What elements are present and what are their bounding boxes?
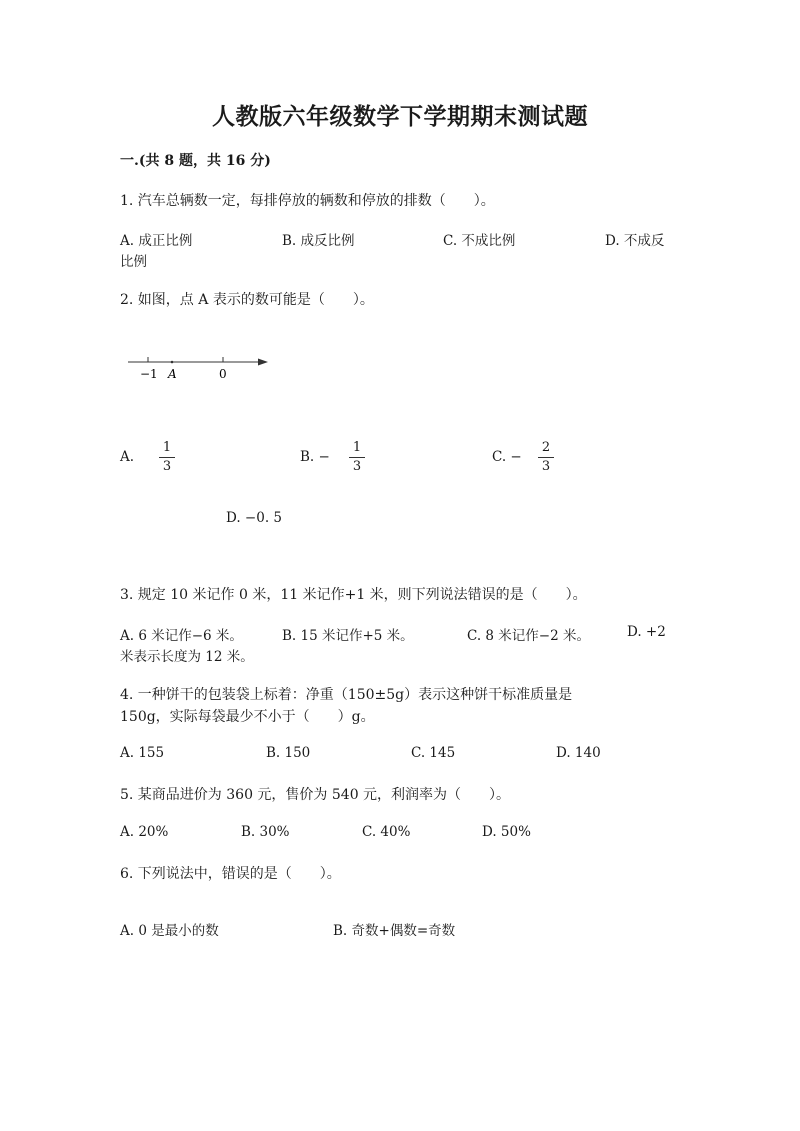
fraction-bar	[538, 457, 554, 458]
q6-option-b: B. 奇数+偶数=奇数	[333, 923, 456, 939]
q2-option-a: A.	[120, 449, 135, 465]
q1-option-d: D. 不成反	[605, 233, 665, 249]
q2-option-b-fraction	[349, 440, 365, 475]
q2-option-d: D. −0. 5	[226, 510, 282, 526]
fraction-numerator: 1	[162, 440, 172, 455]
q1-option-b: B. 成反比例	[282, 233, 355, 249]
q4-option-c: C. 145	[411, 745, 456, 761]
question-4-stem: 4. 一种饼干的包装袋上标着：净重（150±5g）表示这种饼干标准质量是	[120, 687, 573, 703]
point-a-label: A	[168, 367, 177, 381]
fraction-bar	[159, 457, 175, 458]
question-1-stem: 1. 汽车总辆数一定，每排停放的辆数和停放的排数（ ）。	[120, 193, 495, 209]
fraction-numerator: 2	[541, 440, 551, 455]
fraction-denominator: 3	[162, 459, 172, 474]
q4-option-b: B. 150	[266, 745, 311, 761]
question-4-stem-continued: 150g，实际每袋最少不小于（ ）g。	[120, 709, 375, 725]
q3-option-d-continued: 米表示长度为 12 米。	[120, 649, 254, 665]
fraction-denominator: 3	[541, 459, 551, 474]
tick-label-zero: 0	[219, 367, 227, 381]
q6-option-a: A. 0 是最小的数	[120, 923, 219, 939]
q3-option-b: B. 15 米记作+5 米。	[282, 628, 414, 644]
q4-option-a: A. 155	[120, 745, 165, 761]
fraction-denominator: 3	[352, 459, 362, 474]
q3-option-d: D. +2	[627, 624, 666, 640]
q2-option-c: C. −	[492, 449, 522, 465]
q2-option-a-fraction	[159, 440, 175, 475]
q5-option-b: B. 30%	[241, 824, 290, 840]
question-5-stem: 5. 某商品进价为 360 元，售价为 540 元，利润率为（ ）。	[120, 787, 511, 803]
question-6-stem: 6. 下列说法中，错误的是（ ）。	[120, 866, 341, 882]
q2-option-b: B. −	[300, 449, 330, 465]
q1-option-c: C. 不成比例	[443, 233, 516, 249]
q3-option-a: A. 6 米记作−6 米。	[120, 628, 243, 644]
page-title: 人教版六年级数学下学期期末测试题	[212, 104, 588, 130]
q1-option-a: A. 成正比例	[120, 233, 193, 249]
q5-option-d: D. 50%	[482, 824, 531, 840]
q4-option-d: D. 140	[556, 745, 601, 761]
fraction-numerator: 1	[352, 440, 362, 455]
q3-option-c: C. 8 米记作−2 米。	[467, 628, 591, 644]
fraction-bar	[349, 457, 365, 458]
number-line-figure	[124, 348, 274, 384]
q5-option-c: C. 40%	[362, 824, 411, 840]
q5-option-a: A. 20%	[120, 824, 169, 840]
question-3-stem: 3. 规定 10 米记作 0 米，11 米记作+1 米，则下列说法错误的是（ ）。	[120, 587, 587, 603]
q1-option-d-continued: 比例	[120, 254, 147, 270]
section-heading: 一.(共 8 题，共 16 分)	[120, 153, 271, 169]
point-a	[171, 361, 174, 364]
question-2-stem: 2. 如图，点 A 表示的数可能是（ ）。	[120, 292, 374, 308]
tick-label-minus-one: −1	[140, 367, 158, 381]
q2-option-c-fraction	[538, 440, 554, 475]
